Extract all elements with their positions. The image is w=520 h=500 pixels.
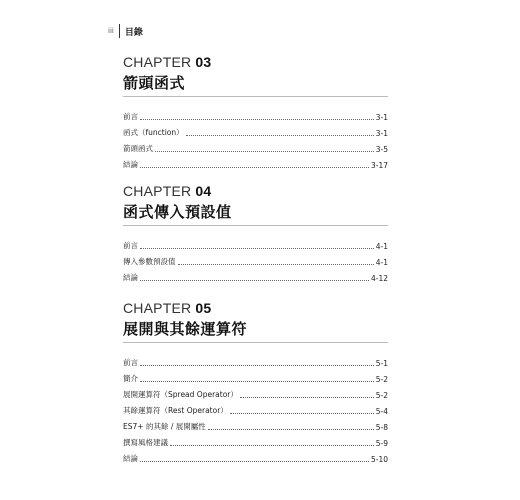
toc-entry-page: 3-1 [375, 129, 388, 138]
dot-leader [178, 263, 374, 265]
toc-entry[interactable] [123, 368, 388, 384]
dot-leader [170, 444, 374, 446]
dot-leader [140, 364, 374, 366]
toc-entry-page: 4-1 [375, 258, 388, 267]
header-divider [119, 24, 120, 38]
page-header [108, 24, 143, 38]
chapter-label [123, 54, 388, 70]
chapter-title: 展開與其餘運算符 [123, 319, 388, 343]
toc-entry-label: 傳入參數預設值 [123, 257, 176, 266]
dot-leader [140, 380, 374, 382]
toc-entry[interactable] [123, 154, 388, 170]
toc-entry-page: 5-2 [375, 375, 388, 384]
toc-entry-label: 撰寫風格建議 [123, 438, 168, 447]
toc-entry-label: 展開運算符（Spread Operator） [123, 390, 238, 399]
chapter-number: 03 [195, 54, 212, 70]
toc-list [123, 235, 388, 283]
chapter-word: CHAPTER [123, 183, 192, 199]
toc-entry[interactable] [123, 106, 388, 122]
dot-leader [240, 396, 374, 398]
dot-leader [155, 150, 374, 152]
toc-entry[interactable] [123, 448, 388, 464]
chapter-section-04 [123, 183, 388, 283]
dot-leader [140, 118, 374, 120]
toc-entry[interactable] [123, 122, 388, 138]
toc-entry-label: ES7+ 的其餘 / 展開屬性 [123, 422, 206, 431]
toc-entry-label: 前言 [123, 112, 138, 121]
toc-entry-label: 簡介 [123, 374, 138, 383]
chapter-title: 箭頭函式 [123, 73, 388, 97]
toc-entry[interactable] [123, 416, 388, 432]
dot-leader [230, 412, 374, 414]
chapter-label [123, 300, 388, 316]
toc-entry-page: 5-2 [375, 391, 388, 400]
chapter-title: 函式傳入預設值 [123, 202, 388, 226]
toc-entry-label: 結論 [123, 454, 138, 463]
toc-entry[interactable] [123, 400, 388, 416]
toc-entry-page: 3-5 [375, 145, 388, 154]
chapter-section-03 [123, 54, 388, 170]
toc-entry-page: 4-12 [370, 274, 388, 283]
chapter-number: 05 [195, 300, 212, 316]
toc-entry-label: 結論 [123, 160, 138, 169]
toc-entry-label: 其餘運算符（Rest Operator） [123, 406, 228, 415]
toc-entry-page: 4-1 [375, 242, 388, 251]
toc-entry-page: 5-10 [370, 455, 388, 464]
dot-leader [140, 166, 369, 168]
toc-entry-label: 函式（function） [123, 128, 184, 137]
toc-entry-page: 5-4 [375, 407, 388, 416]
chapter-label [123, 183, 388, 199]
chapter-number: 04 [195, 183, 212, 199]
toc-entry[interactable] [123, 384, 388, 400]
toc-entry[interactable] [123, 267, 388, 283]
toc-entry-label: 結論 [123, 273, 138, 282]
toc-entry-page: 5-1 [375, 359, 388, 368]
chapter-section-05 [123, 300, 388, 464]
toc-list [123, 352, 388, 464]
toc-entry-page: 3-17 [370, 161, 388, 170]
toc-entry-label: 箭頭函式 [123, 144, 153, 153]
toc-entry[interactable] [123, 138, 388, 154]
dot-leader [140, 460, 369, 462]
toc-list [123, 106, 388, 170]
dot-leader [208, 428, 374, 430]
toc-entry-page: 5-9 [375, 439, 388, 448]
toc-entry-page: 3-1 [375, 113, 388, 122]
dot-leader [140, 247, 374, 249]
toc-entry[interactable] [123, 235, 388, 251]
dot-leader [186, 134, 374, 136]
toc-entry[interactable] [123, 251, 388, 267]
chapter-word: CHAPTER [123, 54, 192, 70]
toc-entry[interactable] [123, 432, 388, 448]
page-title: 目錄 [124, 27, 143, 38]
toc-entry-label: 前言 [123, 241, 138, 250]
toc-entry[interactable] [123, 352, 388, 368]
chapter-word: CHAPTER [123, 300, 192, 316]
toc-entry-page: 5-8 [375, 423, 388, 432]
dot-leader [140, 279, 369, 281]
toc-entry-label: 前言 [123, 358, 138, 367]
page-number: iii [108, 27, 114, 35]
